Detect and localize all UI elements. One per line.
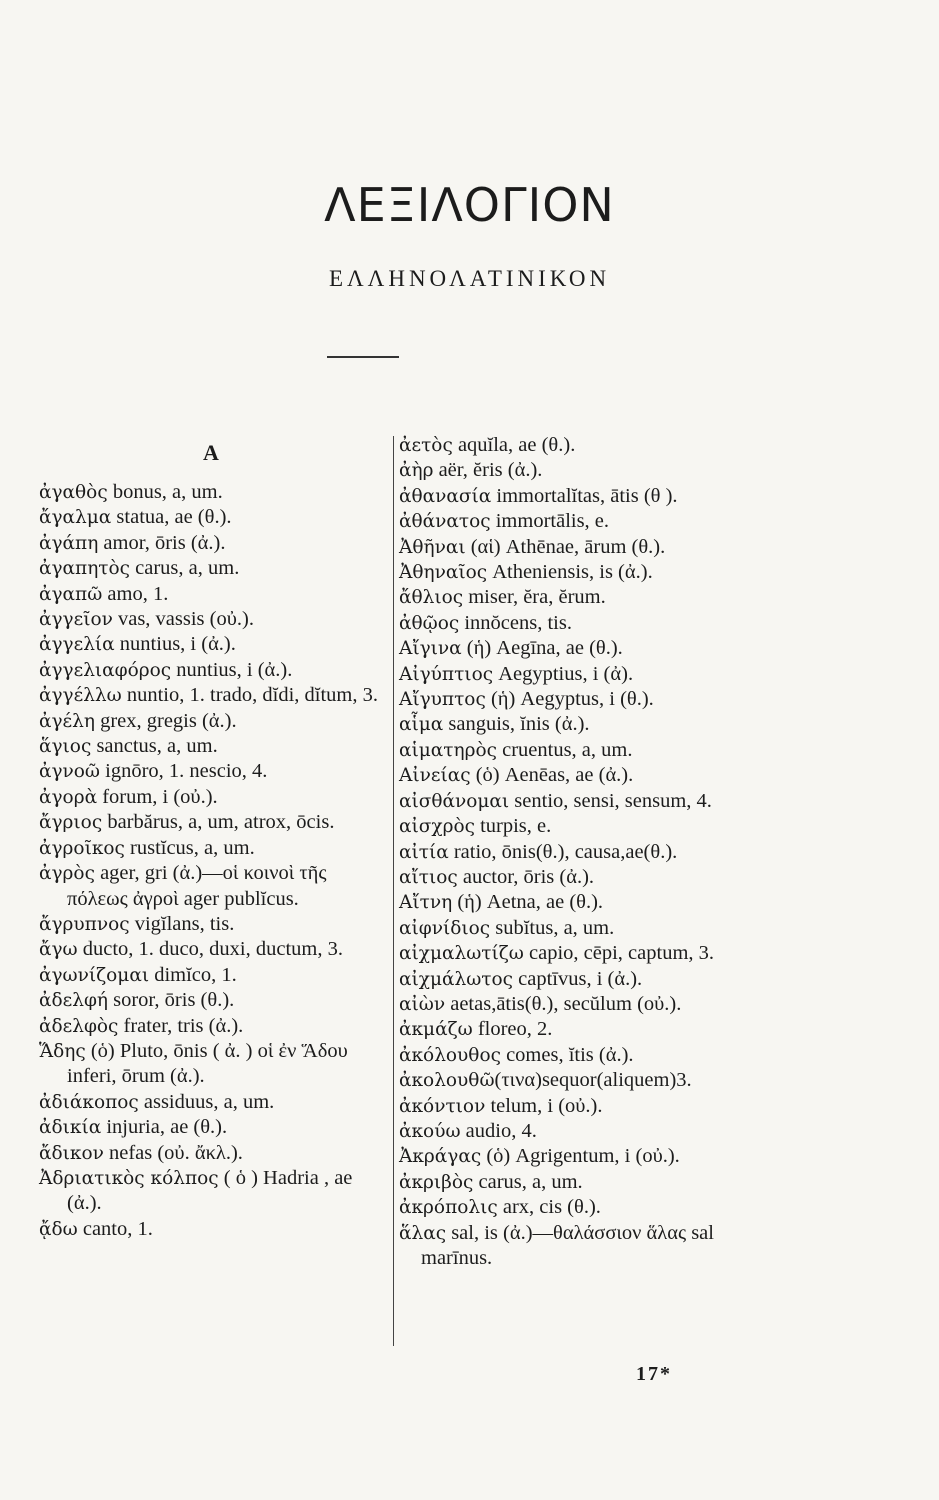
entry-headword: ἄγρυπνος bbox=[39, 913, 130, 935]
entry-headword: ἀδικία bbox=[39, 1117, 102, 1139]
entry-definition: (τινα)sequor(aliquem)3. bbox=[494, 1069, 692, 1092]
entry-definition: bonus, a, um. bbox=[107, 481, 223, 503]
entry-definition: arx, cis (θ.). bbox=[497, 1196, 601, 1219]
entry-definition: aquĭla, ae (θ.). bbox=[452, 434, 576, 456]
entry-headword: ἀκούω bbox=[399, 1120, 461, 1142]
entry-headword: ἀκόλουθος bbox=[399, 1044, 501, 1066]
entry-definition: aetas,ātis(θ.), secŭlum (οὐ.). bbox=[445, 992, 682, 1015]
entry-headword: ἅλας bbox=[399, 1222, 447, 1244]
entry-headword: αἰχμάλωτος bbox=[399, 968, 514, 990]
dictionary-entry bbox=[39, 658, 389, 683]
entry-headword: ἀὴρ bbox=[399, 460, 434, 482]
entry-definition: sentio, sensi, sensum, 4. bbox=[509, 789, 712, 812]
entry-headword: ἀγγεῖον bbox=[39, 609, 113, 631]
dictionary-entry bbox=[399, 967, 779, 992]
entry-headword: ἀγαπῶ bbox=[39, 583, 103, 605]
dictionary-entry bbox=[399, 789, 779, 814]
dictionary-entry bbox=[399, 712, 779, 737]
entry-headword: ἀκόντιον bbox=[399, 1095, 486, 1117]
entry-definition: ducto, 1. duco, duxi, ductum, 3. bbox=[77, 938, 343, 961]
dictionary-entry bbox=[39, 531, 389, 556]
dictionary-entry bbox=[39, 1014, 389, 1039]
dictionary-entry bbox=[39, 1039, 389, 1090]
entry-definition: immortālis, e. bbox=[490, 510, 610, 533]
entry-definition: soror, ōris (θ.). bbox=[107, 989, 235, 1012]
entry-headword: ἀγρὸς bbox=[39, 863, 95, 885]
entry-definition: dimĭco, 1. bbox=[149, 963, 237, 986]
dictionary-entry bbox=[399, 636, 779, 661]
entry-headword: Ἀθηναῖος bbox=[399, 562, 488, 584]
entry-headword: αἱματηρὸς bbox=[399, 739, 497, 761]
entry-definition: ignōro, 1. nescio, 4. bbox=[100, 760, 268, 783]
dictionary-entry bbox=[399, 535, 779, 560]
entry-definition: Aegyptius, i (ἀ). bbox=[493, 662, 634, 685]
entry-headword: αἰσθάνομαι bbox=[399, 790, 510, 812]
entry-definition: amor, ōris (ἀ.). bbox=[98, 531, 226, 554]
dictionary-entry bbox=[39, 963, 389, 988]
entry-definition: innŏcens, tis. bbox=[459, 611, 572, 634]
dictionary-entry bbox=[399, 1043, 779, 1068]
entry-definition: assiduus, a, um. bbox=[138, 1090, 275, 1113]
entry-definition: sanctus, a, um. bbox=[91, 735, 218, 758]
dictionary-entry bbox=[39, 607, 389, 632]
entry-definition: frater, tris (ἀ.). bbox=[118, 1014, 244, 1037]
entry-headword: ἀδελφή bbox=[39, 990, 108, 1012]
entry-headword: ἀκριβὸς bbox=[399, 1171, 474, 1193]
entry-headword: ἀγορὰ bbox=[39, 786, 98, 808]
entry-headword: Ἀδριατικὸς κόλπος bbox=[39, 1167, 219, 1189]
dictionary-entry bbox=[399, 662, 779, 687]
entry-definition: sanguis, ĭnis (ἀ.). bbox=[443, 713, 590, 736]
entry-headword: ἀγαθὸς bbox=[39, 482, 108, 503]
entry-definition: floreo, 2. bbox=[472, 1018, 553, 1041]
entry-definition: turpis, e. bbox=[474, 815, 552, 838]
dictionary-entry bbox=[399, 941, 779, 966]
dictionary-entry bbox=[399, 890, 779, 915]
entry-headword: ἀγγέλλω bbox=[39, 685, 122, 707]
entry-definition: canto, 1. bbox=[77, 1217, 153, 1240]
dictionary-entry bbox=[399, 1195, 779, 1220]
entry-headword: ἀδιάκοπος bbox=[39, 1091, 139, 1113]
entry-definition: vigĭlans, tis. bbox=[129, 912, 235, 935]
dictionary-entry bbox=[399, 458, 779, 483]
entry-definition: (ὁ) Aenēas, ae (ἀ.). bbox=[470, 764, 634, 787]
entry-headword: ᾄδω bbox=[39, 1218, 78, 1240]
dictionary-entry bbox=[39, 480, 389, 505]
entry-headword: αἰφνίδιος bbox=[399, 917, 491, 939]
dictionary-entry bbox=[39, 785, 389, 810]
dictionary-entry bbox=[399, 1144, 779, 1169]
dictionary-entry bbox=[39, 836, 389, 861]
dictionary-entry bbox=[399, 1170, 779, 1195]
entry-definition: ager, gri (ἀ.)—οἱ κοινοὶ τῆς πόλεως ἀγροὶ ager publĭcus. bbox=[67, 862, 327, 910]
entry-headword: αἰχμαλωτίζω bbox=[399, 943, 524, 965]
dictionary-entry bbox=[39, 632, 389, 657]
entry-headword: ἀγέλη bbox=[39, 710, 95, 732]
entry-definition: audio, 4. bbox=[460, 1119, 537, 1142]
entry-headword: ἀγαπητὸς bbox=[39, 558, 131, 580]
entry-definition: auctor, ōris (ἀ.). bbox=[457, 865, 595, 888]
entry-headword: ἀκολουθῶ bbox=[399, 1070, 495, 1092]
entry-definition: (ἡ) Aegīna, ae (θ.). bbox=[461, 637, 623, 660]
entry-definition: sal, is (ἀ.)—θαλάσσιον ἅλας sal marīnus. bbox=[421, 1221, 714, 1269]
entry-headword: ἄγω bbox=[39, 939, 78, 961]
entry-headword: ἀκρόπολις bbox=[399, 1197, 498, 1219]
entry-headword: ἀθάνατος bbox=[399, 511, 491, 533]
entry-definition: miser, ĕra, ĕrum. bbox=[463, 586, 606, 609]
entry-definition: aër, ĕris (ἀ.). bbox=[433, 459, 543, 482]
dictionary-entry bbox=[399, 738, 779, 763]
entry-headword: ἀγάπη bbox=[39, 532, 99, 554]
entry-headword: ἄθλιος bbox=[399, 587, 464, 609]
dictionary-entry bbox=[39, 683, 389, 708]
dictionary-entry bbox=[39, 1115, 389, 1140]
dictionary-entry bbox=[39, 912, 389, 937]
entry-definition: nuntius, i (ἀ.). bbox=[114, 633, 236, 656]
entry-headword: αἴτιος bbox=[399, 866, 458, 888]
entry-definition: Atheniensis, is (ἀ.). bbox=[487, 561, 653, 584]
dictionary-entry bbox=[39, 1090, 389, 1115]
dictionary-entry bbox=[39, 556, 389, 581]
dictionary-entry bbox=[39, 1141, 389, 1166]
dictionary-entry bbox=[399, 611, 779, 636]
dictionary-entry bbox=[399, 509, 779, 534]
dictionary-entry bbox=[399, 1119, 779, 1144]
entry-definition: (ἡ) Aegyptus, i (θ.). bbox=[485, 688, 654, 711]
entry-definition: (αἱ) Athēnae, ārum (θ.). bbox=[465, 535, 666, 558]
entry-definition: vas, vassis (οὐ.). bbox=[112, 608, 254, 631]
page-title: ΛΕΞΙΛΟΓΙΟΝ bbox=[324, 178, 615, 232]
dictionary-entry bbox=[399, 1017, 779, 1042]
right-column bbox=[399, 433, 779, 1271]
entry-definition: ( ὁ ) Hadria , ae (ἀ.). bbox=[67, 1166, 353, 1215]
entry-definition: rustĭcus, a, um. bbox=[124, 836, 255, 859]
dictionary-entry bbox=[39, 1166, 389, 1217]
dictionary-entry bbox=[399, 1068, 779, 1093]
entry-definition: amo, 1. bbox=[102, 582, 169, 605]
entry-definition: ratio, ōnis(θ.), causa,ae(θ.). bbox=[448, 840, 678, 863]
entry-headword: ἀδελφὸς bbox=[39, 1015, 119, 1037]
dictionary-entry bbox=[399, 1094, 779, 1119]
dictionary-entry bbox=[399, 865, 779, 890]
entry-headword: ἀγνοῶ bbox=[39, 761, 101, 783]
page-subtitle: ΕΛΛΗΝΟΛΑΤΙΝΙΚΟΝ bbox=[328, 266, 611, 291]
section-letter: A bbox=[203, 440, 219, 465]
entry-headword: αἰτία bbox=[399, 841, 449, 863]
dictionary-entry bbox=[399, 840, 779, 865]
entry-headword: αἷμα bbox=[399, 714, 444, 736]
entry-definition: forum, i (οὐ.). bbox=[97, 785, 218, 808]
entry-headword: Ἀθῆναι bbox=[399, 536, 466, 558]
entry-headword: ἀετὸς bbox=[399, 435, 453, 456]
entry-headword: ἀθανασία bbox=[399, 485, 492, 507]
entry-headword: Αἴγυπτος bbox=[399, 689, 486, 711]
entry-headword: αἰὼν bbox=[399, 993, 446, 1015]
entry-headword: Αἴγινα bbox=[399, 638, 462, 660]
dictionary-entry bbox=[399, 916, 779, 941]
dictionary-entry bbox=[399, 433, 779, 458]
entry-headword: ἀγροῖκος bbox=[39, 837, 125, 859]
entry-headword: Αἰνείας bbox=[399, 765, 471, 787]
entry-definition: comes, ĭtis (ἀ.). bbox=[500, 1043, 634, 1066]
entry-definition: capio, cēpi, captum, 3. bbox=[523, 942, 715, 965]
entry-headword: Αἰγύπτιος bbox=[399, 663, 494, 685]
dictionary-entry bbox=[39, 861, 389, 912]
dictionary-entry bbox=[399, 814, 779, 839]
left-column bbox=[39, 480, 389, 1242]
dictionary-entry bbox=[399, 1221, 779, 1272]
entry-definition: immortalĭtas, ātis (θ ). bbox=[491, 484, 678, 507]
entry-definition: statua, ae (θ.). bbox=[111, 506, 232, 529]
entry-definition: barbărus, a, um, atrox, ōcis. bbox=[102, 811, 335, 834]
entry-definition: nefas (οὐ. ἄκλ.). bbox=[103, 1141, 243, 1164]
entry-definition: (ὁ) Agrigentum, i (οὐ.). bbox=[481, 1145, 680, 1168]
dictionary-entry bbox=[399, 992, 779, 1017]
entry-definition: grex, gregis (ἀ.). bbox=[94, 709, 237, 732]
entry-definition: cruentus, a, um. bbox=[496, 738, 633, 761]
entry-definition: captīvus, i (ἀ.). bbox=[513, 967, 643, 990]
dictionary-entry bbox=[399, 687, 779, 712]
dictionary-entry bbox=[39, 505, 389, 530]
entry-headword: ἅγιος bbox=[39, 736, 92, 758]
entry-headword: ἀγγελιαφόρος bbox=[39, 659, 172, 681]
page-number: 17* bbox=[636, 1363, 672, 1385]
dictionary-entry bbox=[39, 810, 389, 835]
entry-definition: injuria, ae (θ.). bbox=[101, 1116, 228, 1139]
dictionary-entry bbox=[399, 560, 779, 585]
title-rule bbox=[327, 356, 399, 358]
entry-headword: ἀθῷος bbox=[399, 612, 460, 634]
entry-definition: (ὁ) Pluto, ōnis ( ἀ. ) οἱ ἐν Ἅδου inferi, ōrum (ἀ.). bbox=[67, 1039, 348, 1088]
dictionary-entry bbox=[39, 582, 389, 607]
dictionary-entry bbox=[399, 585, 779, 610]
entry-headword: ἄγαλμα bbox=[39, 507, 112, 529]
dictionary-entry bbox=[39, 937, 389, 962]
column-divider bbox=[393, 436, 394, 1346]
entry-headword: ἄδικον bbox=[39, 1142, 104, 1164]
dictionary-entry bbox=[39, 988, 389, 1013]
entry-definition: carus, a, um. bbox=[130, 557, 240, 580]
dictionary-entry bbox=[39, 734, 389, 759]
dictionary-entry bbox=[39, 759, 389, 784]
entry-headword: ἀγωνίζομαι bbox=[39, 964, 150, 986]
entry-headword: Αἴτνη bbox=[399, 892, 453, 914]
dictionary-entry bbox=[399, 484, 779, 509]
entry-headword: αἰσχρὸς bbox=[399, 816, 475, 838]
entry-headword: ἀγγελία bbox=[39, 634, 115, 656]
entry-definition: nuntius, i (ἀ.). bbox=[171, 658, 293, 681]
entry-definition: telum, i (οὐ.). bbox=[485, 1094, 603, 1117]
entry-headword: ἄγριος bbox=[39, 812, 103, 834]
entry-headword: Ἅδης bbox=[39, 1040, 86, 1062]
dictionary-entry bbox=[39, 1217, 389, 1242]
dictionary-entry bbox=[39, 709, 389, 734]
dictionary-entry bbox=[399, 763, 779, 788]
entry-definition: (ἡ) Aetna, ae (θ.). bbox=[452, 891, 604, 914]
entry-definition: nuntio, 1. trado, dĭdi, dĭtum, 3. bbox=[121, 684, 378, 707]
entry-definition: subĭtus, a, um. bbox=[490, 916, 615, 939]
entry-headword: Ἀκράγας bbox=[399, 1146, 482, 1168]
entry-definition: carus, a, um. bbox=[473, 1170, 583, 1193]
entry-headword: ἀκμάζω bbox=[399, 1019, 473, 1041]
